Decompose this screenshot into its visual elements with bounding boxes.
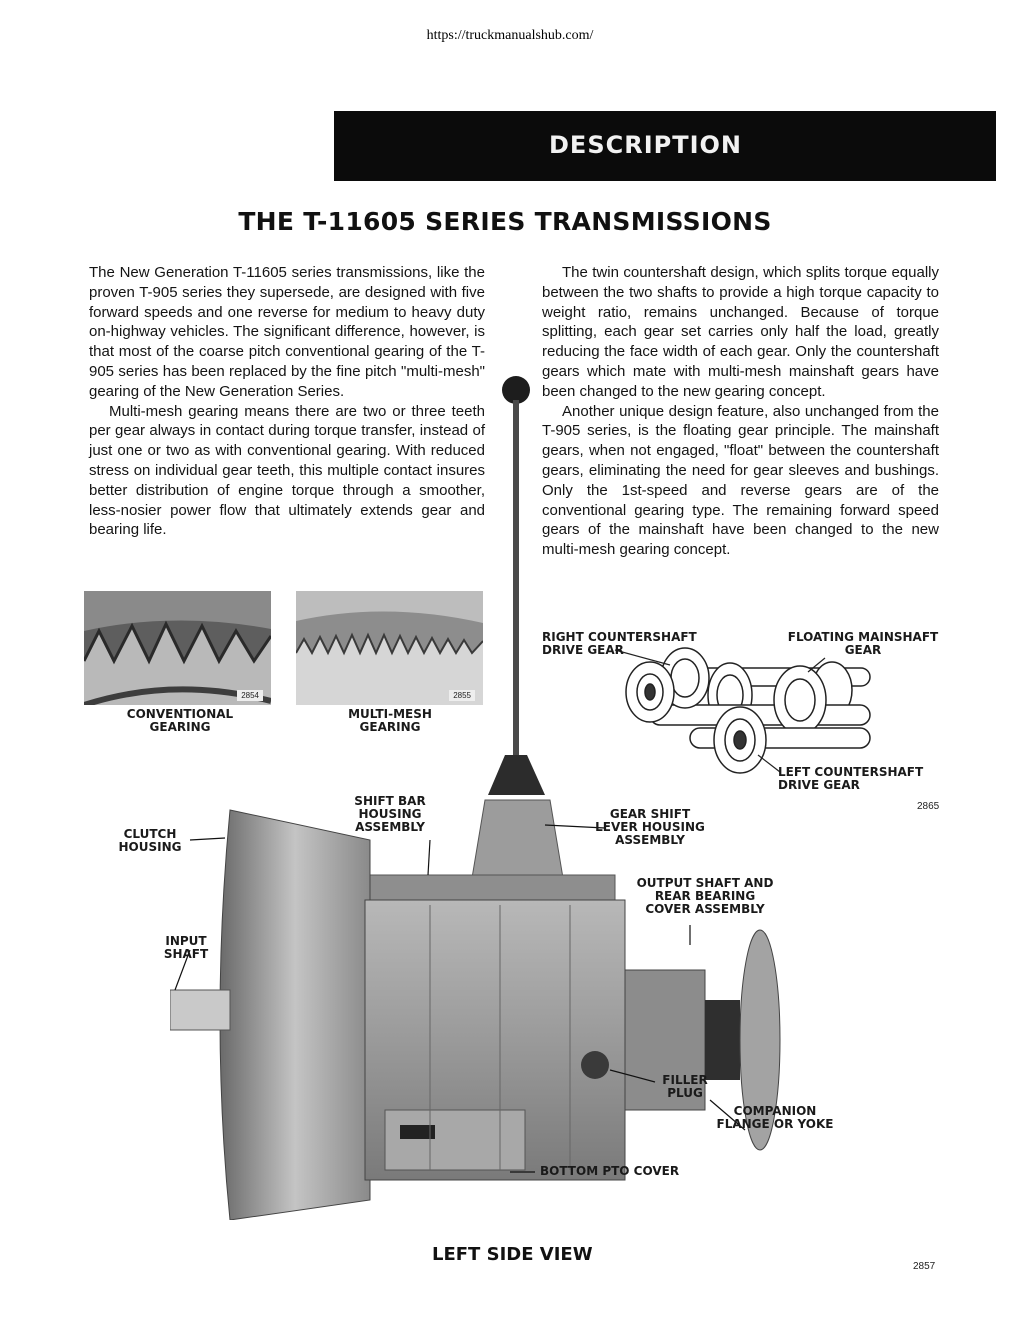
left-paragraph-2: Multi-mesh gearing means there are two or three teeth per gear always in contact during torque transfer, instead of just one or two as with conventional gearing. With reduced stress on individual gear teeth, this multiple contact insures better distribution of engine torque through a smoother, less-nosier power flow that ultimately extends gear and bearing life. xyxy=(89,402,485,539)
right-countershaft-label: RIGHT COUNTERSHAFT DRIVE GEAR xyxy=(542,630,697,657)
bottom-pto-label: BOTTOM PTO COVER xyxy=(540,1164,680,1178)
companion-flange-label: COMPANION FLANGE OR YOKE xyxy=(716,1104,834,1131)
conventional-gearing-caption: CONVENTIONAL GEARING xyxy=(126,707,234,734)
source-url[interactable]: https://truckmanualshub.com/ xyxy=(426,28,594,43)
filler-plug-label: FILLER PLUG xyxy=(662,1073,708,1100)
gear-shift-label: GEAR SHIFT LEVER HOUSING ASSEMBLY xyxy=(595,807,705,847)
multi-mesh-gearing-caption: MULTI-MESH GEARING xyxy=(348,707,432,734)
page-title: THE T-11605 SERIES TRANSMISSIONS xyxy=(238,207,772,236)
input-shaft-label: INPUT SHAFT xyxy=(163,934,209,961)
floating-mainshaft-label: FLOATING MAINSHAFT GEAR xyxy=(787,630,939,657)
figure-number: 2857 xyxy=(913,1261,936,1272)
photo-number: 2854 xyxy=(237,690,263,701)
shift-bar-label: SHIFT BAR HOUSING ASSEMBLY xyxy=(354,794,426,834)
photo-number: 2855 xyxy=(449,690,475,701)
output-shaft-label: OUTPUT SHAFT AND REAR BEARING COVER ASSEMBLY xyxy=(636,876,774,916)
section-banner xyxy=(334,111,996,181)
view-label: LEFT SIDE VIEW xyxy=(432,1244,593,1265)
clutch-housing-label: CLUTCH HOUSING xyxy=(118,827,182,854)
right-paragraph-1: The twin countershaft design, which splits torque equally between the two shafts to provide a high torque capacity to weight ratio, remains unchanged. Because of torque splitting, each gear set carries only half the load, greatly reducing the face width of each gear. Only the countershaft gears which mate with multi-mesh mainshaft gears have been changed to the new gearing concept. xyxy=(542,264,939,400)
banner-label: DESCRIPTION xyxy=(549,131,743,159)
right-paragraph-2: Another unique design feature, also unchanged from the T-905 series, is the floating gear principle. The mainshaft gears, when not engaged, "float" between the countershaft gears, eliminating the need for gear sleeves and bushings. Only the 1st-speed and reverse gears are of the conventional gearing type. The remaining forward speed gears of the mainshaft have been changed to the new multi-mesh gearing concept. xyxy=(542,402,939,559)
left-countershaft-label: LEFT COUNTERSHAFT DRIVE GEAR xyxy=(778,765,924,792)
figure-number: 2865 xyxy=(917,801,940,812)
left-paragraph-1: The New Generation T-11605 series transmissions, like the proven T-905 series they supersede, are designed with five forward speeds and one reverse for medium to heavy duty on-highway vehicles. The significant difference, however, is that most of the coarse pitch conventional gearing of the T-905 series has been replaced by the fine pitch "multi-mesh" gearing of the New Generation Series. xyxy=(89,264,485,400)
